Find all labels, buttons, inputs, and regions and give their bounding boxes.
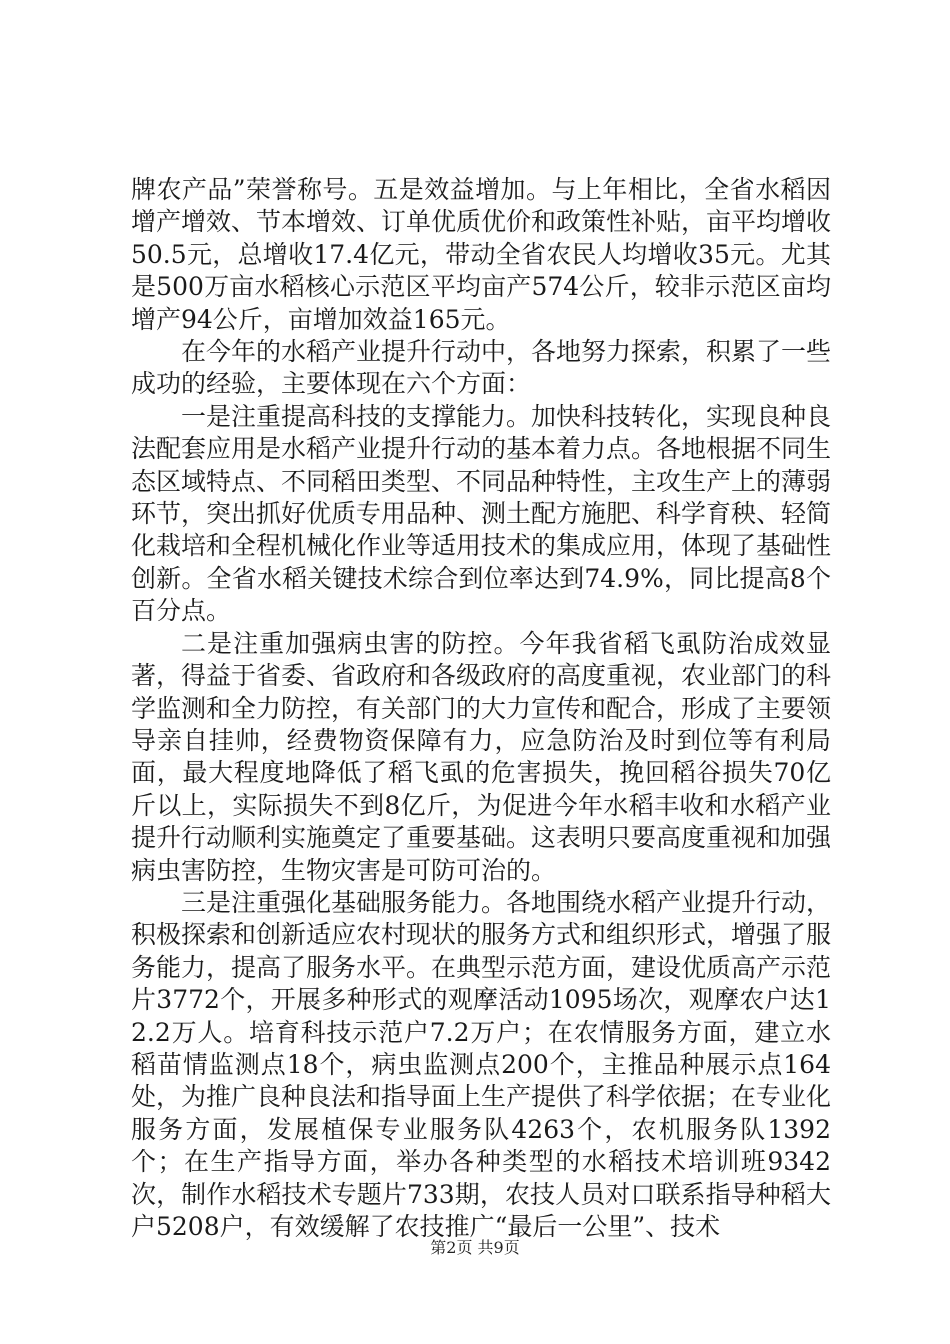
- paragraph-4: 二是注重加强病虫害的防控。今年我省稻飞虱防治成效显著，得益于省委、省政府和各级政府的高度重视，农业部门的科学监测和全力防控，有关部门的大力宣传和配合，形成了主要领导亲自挂帅，经费物资保障有力，应急防治及时到位等有利局面，最大程度地降低了稻飞虱的危害损失，挽回稻谷损失70亿斤以上，实际损失不到8亿斤，为促进今年水稻丰收和水稻产业提升行动顺利实施奠定了重要基础。这表明只要高度重视和加强病虫害防控，生物灾害是可防可治的。: [131, 628, 832, 885]
- paragraph-5: 三是注重强化基础服务能力。各地围绕水稻产业提升行动，积极探索和创新适应农村现状的服务方式和组织形式，增强了服务能力，提高了服务水平。在典型示范方面，建设优质高产示范片3772个，开展多种形式的观摩活动1095场次，观摩农户达12.2万人。培育科技示范户7.2万户；在农情服务方面，建立水稻苗情监测点18个，病虫监测点200个，主推品种展示点164处，为推广良种良法和指导面上生产提供了科学依据；在专业化服务方面，发展植保专业服务队4263个，农机服务队1392个；在生产指导方面，举办各种类型的水稻技术培训班9342次，制作水稻技术专题片733期，农技人员对口联系指导种稻大户5208户，有效缓解了农技推广“最后一公里”、技术: [131, 887, 832, 1241]
- document-body: [131, 174, 831, 1243]
- paragraph-3: 一是注重提高科技的支撑能力。加快科技转化，实现良种良法配套应用是水稻产业提升行动的基本着力点。各地根据不同生态区域特点、不同稻田类型、不同品种特性，主攻生产上的薄弱环节，突出抓好优质专用品种、测土配方施肥、科学育秧、轻简化栽培和全程机械化作业等适用技术的集成应用，体现了基础性创新。全省水稻关键技术综合到位率达到74.9%，同比提高8个百分点。: [131, 401, 832, 626]
- paragraph-2: 在今年的水稻产业提升行动中，各地努力探索，积累了一些成功的经验，主要体现在六个方面：: [131, 337, 832, 399]
- page-footer: 第2页 共9页: [430, 1238, 520, 1257]
- paragraph-1: 牌农产品”荣誉称号。五是效益增加。与上年相比，全省水稻因增产增效、节本增效、订单优质优价和政策性补贴，亩平均增收50.5元，总增收17.4亿元，带动全省农民人均增收35元。尤其是500万亩水稻核心示范区平均亩产574公斤，较非示范区亩均增产94公斤，亩增加效益165元。: [131, 175, 832, 334]
